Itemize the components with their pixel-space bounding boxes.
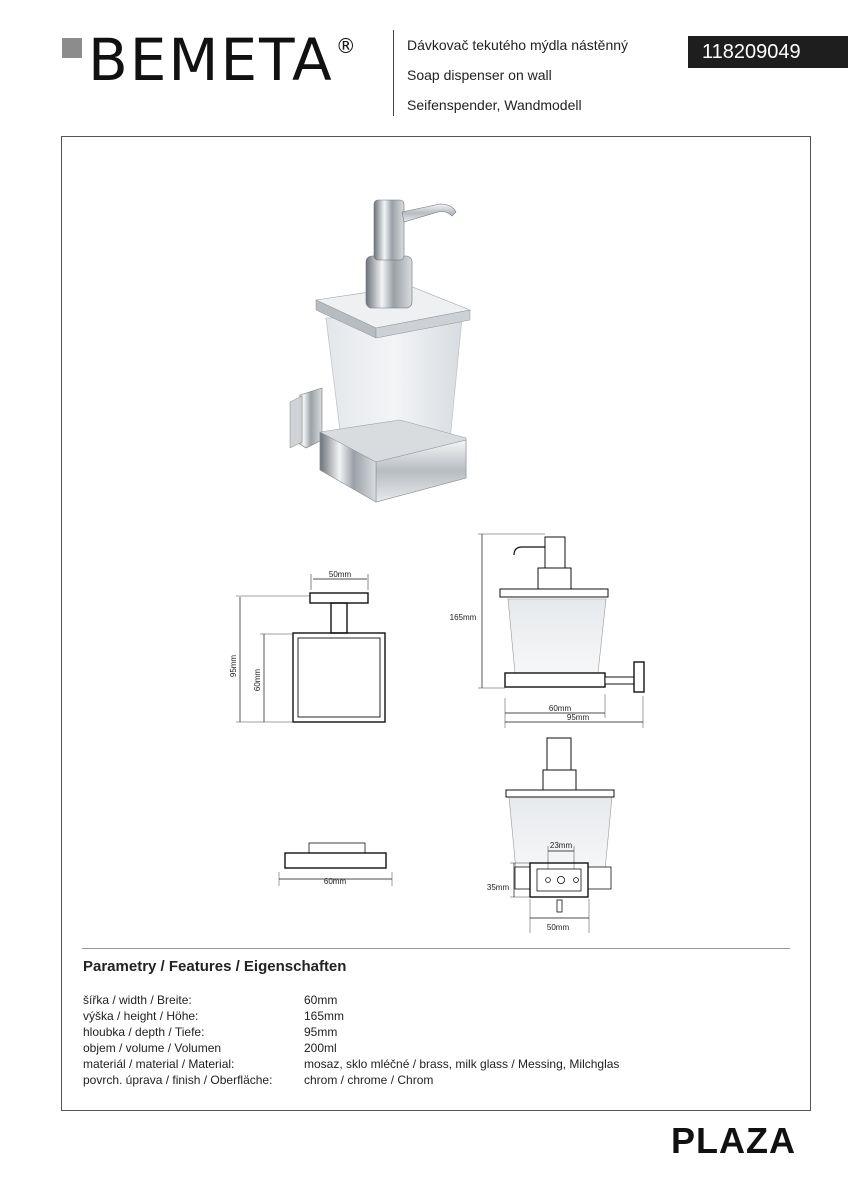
spec-value: mosaz, sklo mléčné / brass, milk glass / Messing, Milchglas	[304, 1057, 620, 1071]
spec-label: materiál / material / Material:	[83, 1057, 235, 1071]
dim-bracket-hole-spacing: 23mm	[549, 841, 573, 850]
spec-row-depth	[83, 1024, 783, 1040]
spec-row-height	[83, 1008, 783, 1024]
features-title: Parametry / Features / Eigenschaften	[83, 958, 347, 975]
spec-value: 60mm	[304, 993, 338, 1007]
spec-row-finish	[83, 1072, 783, 1088]
spec-label: hloubka / depth / Tiefe:	[83, 1025, 205, 1039]
dim-front-glass-height: 60mm	[253, 668, 262, 692]
spec-value: 165mm	[304, 1009, 345, 1023]
spec-label: povrch. úprava / finish / Oberfläche:	[83, 1073, 273, 1087]
dim-plan-width: 60mm	[323, 877, 347, 886]
spec-row-material	[83, 1056, 783, 1072]
dim-bracket-width: 50mm	[546, 923, 570, 932]
spec-row-width	[83, 992, 783, 1008]
spec-row-volume	[83, 1040, 783, 1056]
registered-mark: ®	[335, 34, 358, 58]
dim-side-height: 165mm	[449, 613, 477, 622]
dim-front-total-height: 95mm	[229, 654, 238, 678]
side-view-drawing	[478, 534, 644, 728]
dim-side-total-width: 95mm	[566, 713, 590, 722]
description-de: Seifenspender, Wandmodell	[407, 97, 582, 113]
product-photo	[290, 200, 470, 502]
description-cz: Dávkovač tekutého mýdla nástěnný	[407, 37, 629, 53]
rear-view-drawing	[506, 738, 614, 933]
dim-front-top-width: 50mm	[328, 570, 352, 579]
spec-value: 95mm	[304, 1025, 338, 1039]
description-en: Soap dispenser on wall	[407, 67, 552, 83]
spec-label: výška / height / Höhe:	[83, 1009, 199, 1023]
spec-label: objem / volume / Volumen	[83, 1041, 222, 1055]
features-divider	[82, 948, 790, 949]
brand-name-text: BEMETA	[88, 26, 334, 94]
dim-bracket-height: 35mm	[486, 883, 510, 892]
product-code-badge: 118209049	[688, 36, 848, 68]
spec-label: šířka / width / Breite:	[83, 993, 192, 1007]
spec-value: chrom / chrome / Chrom	[304, 1073, 434, 1087]
spec-value: 200ml	[304, 1041, 337, 1055]
front-view-drawing	[236, 574, 385, 722]
series-name: PLAZA	[671, 1120, 796, 1161]
dim-side-glass-width: 60mm	[548, 704, 572, 713]
